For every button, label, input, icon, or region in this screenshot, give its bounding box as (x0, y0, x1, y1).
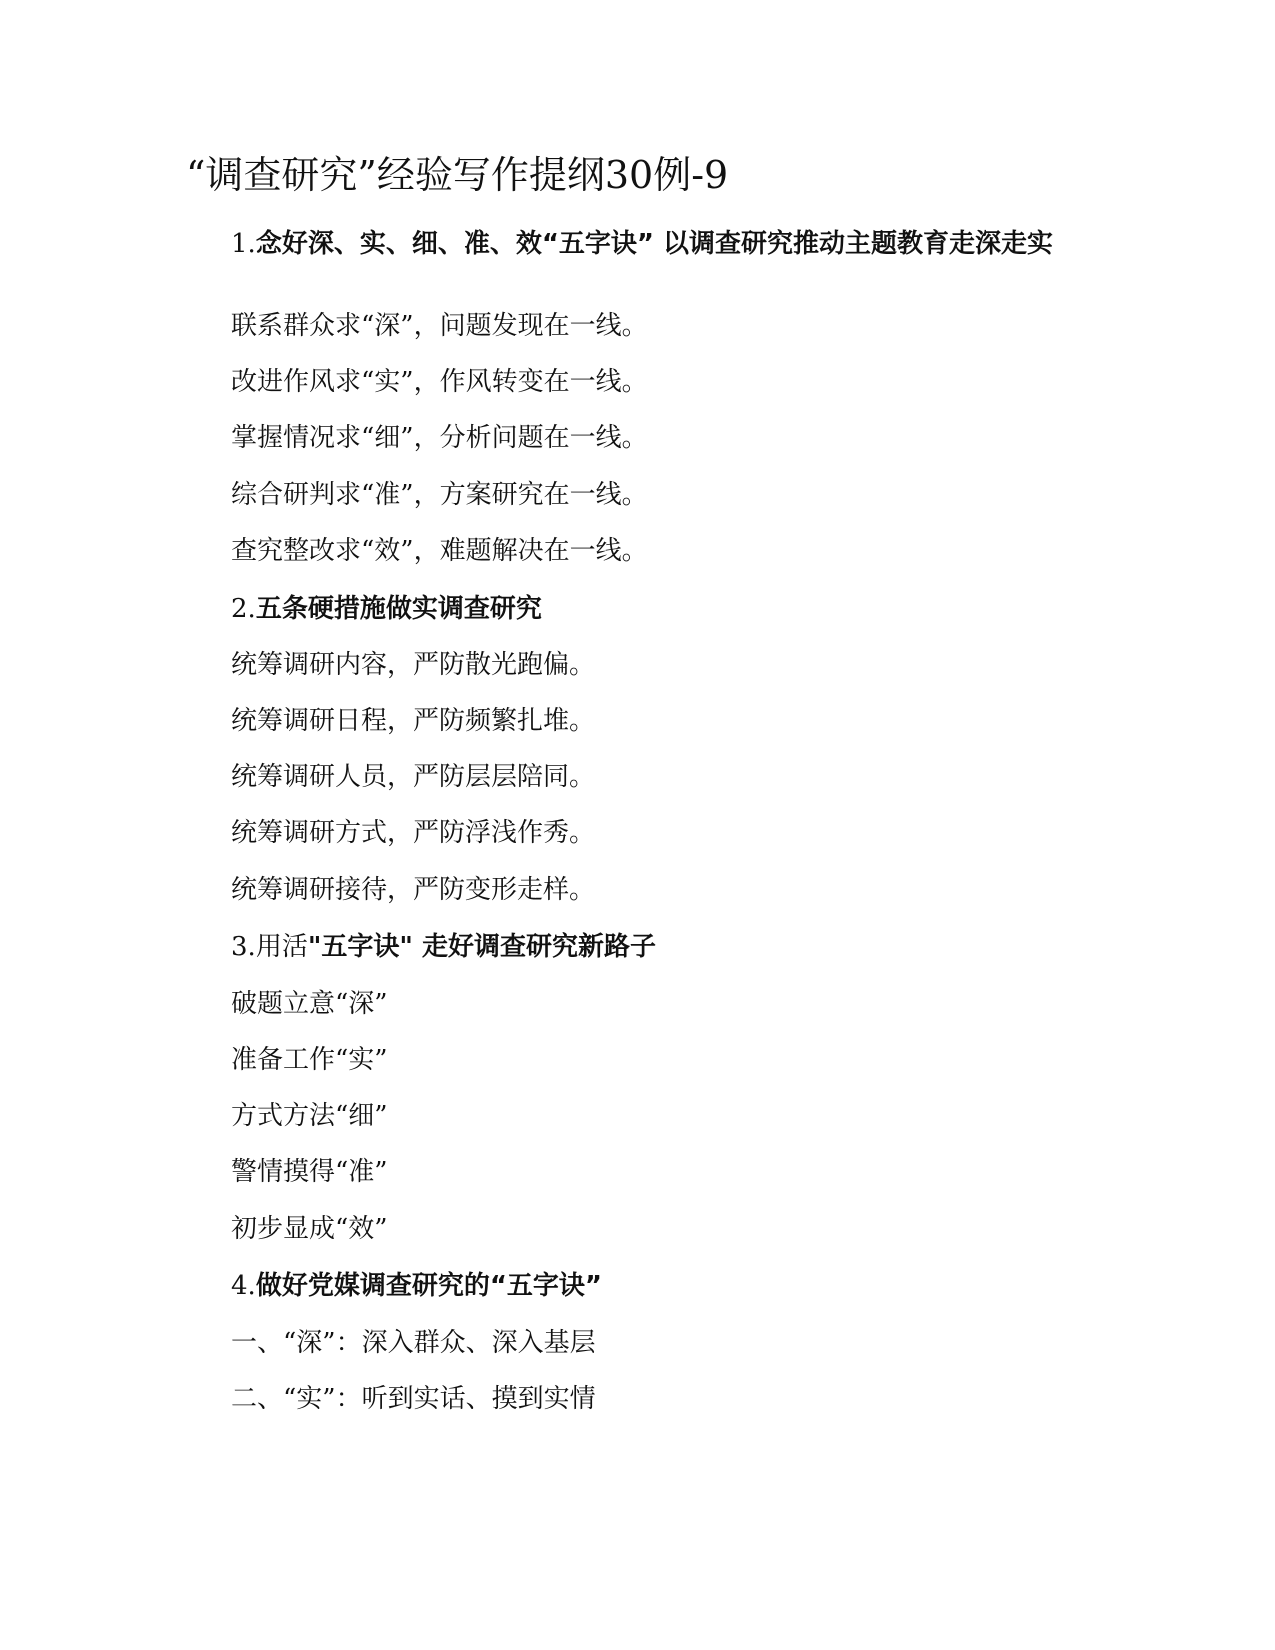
section-3-item-3: 方式方法“细” (231, 1101, 388, 1131)
section-1-heading (186, 226, 1086, 263)
section-4-heading (231, 1268, 602, 1304)
section-2-item-5: 统筹调研接待，严防变形走样。 (231, 875, 596, 905)
section-3-item-4: 警情摸得“准” (231, 1157, 388, 1187)
section-2-item-3: 统筹调研人员，严防层层陪同。 (231, 762, 596, 792)
section-4-number: 4. (231, 1271, 256, 1301)
section-3-heading-lead: 用活 (255, 932, 308, 962)
section-4-item-1: 一、“深”：深入群众、深入基层 (231, 1328, 596, 1358)
section-1-number: 1. (231, 229, 256, 259)
section-1-item-5: 查究整改求“效”，难题解决在一线。 (231, 536, 648, 566)
section-1-item-4: 综合研判求“准”，方案研究在一线。 (231, 480, 648, 510)
section-2-item-2: 统筹调研日程，严防频繁扎堆。 (231, 706, 596, 736)
section-1-item-3: 掌握情况求“细”，分析问题在一线。 (231, 423, 648, 453)
section-2-item-1: 统筹调研内容，严防散光跑偏。 (231, 650, 596, 680)
section-1-item-2: 改进作风求“实”，作风转变在一线。 (231, 367, 648, 397)
section-2-heading (231, 591, 542, 627)
document-title: “调查研究”经验写作提纲30例-9 (186, 153, 729, 197)
section-3-item-1: 破题立意“深” (231, 989, 388, 1019)
section-3-item-2: 准备工作“实” (231, 1045, 388, 1075)
section-3-item-5: 初步显成“效” (231, 1214, 388, 1244)
section-4-heading-text: 做好党媒调查研究的“五字诀” (255, 1271, 602, 1301)
section-3-heading-text: "五字诀" 走好调查研究新路子 (307, 932, 656, 962)
section-4-item-2: 二、“实”：听到实话、摸到实情 (231, 1384, 596, 1414)
section-3-heading (231, 929, 656, 965)
section-1-heading-text: 念好深、实、细、准、效“五字诀” 以调查研究推动主题教育走深走实 (255, 229, 1054, 259)
section-2-item-4: 统筹调研方式，严防浮浅作秀。 (231, 818, 596, 848)
section-2-number: 2. (231, 594, 256, 624)
section-2-heading-text: 五条硬措施做实调查研究 (255, 594, 542, 624)
section-1-item-1: 联系群众求“深”，问题发现在一线。 (231, 311, 648, 341)
section-3-number: 3. (231, 932, 256, 962)
